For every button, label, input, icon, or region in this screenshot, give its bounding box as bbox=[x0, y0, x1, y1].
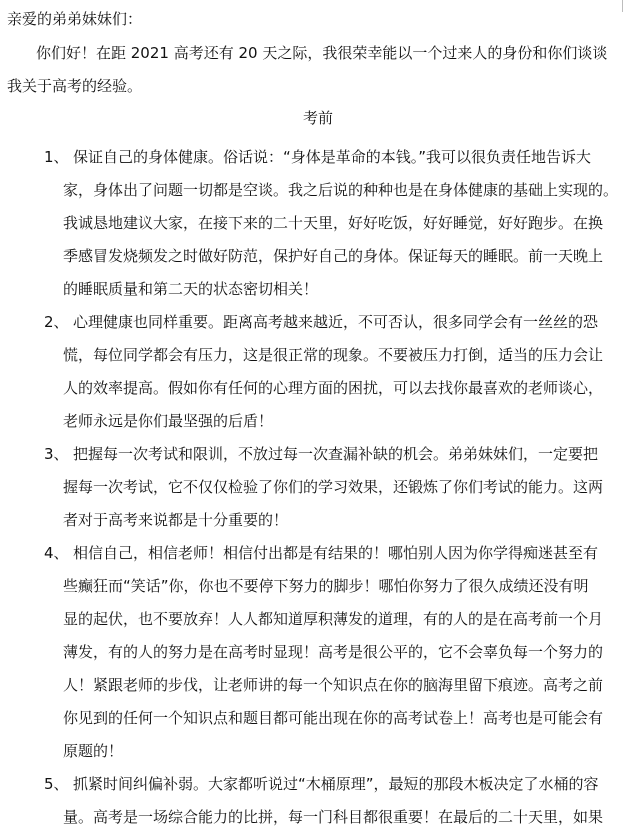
item-line: 季感冒发烧频发之时做好防范，保护好自己的身体。保证每天的睡眠。前一天晚上 bbox=[63, 247, 604, 265]
item-line: 相信自己，相信老师！相信付出都是有结果的！哪怕别人因为你学得痴迷甚至有 bbox=[73, 544, 599, 562]
item-line: 显的起伏，也不要放弃！人人都知道厚积薄发的道理，有的人的是在高考前一个月 bbox=[63, 610, 604, 628]
item-number: 2、 bbox=[44, 313, 69, 331]
item-line: 人的效率提高。假如你有任何的心理方面的困扰，可以去找你最喜欢的老师谈心， bbox=[63, 379, 604, 397]
page-edge-mark bbox=[622, 0, 623, 12]
item-line: 者对于高考来说都是十分重要的！ bbox=[63, 511, 289, 529]
item-line: 我诚恳地建议大家，在接下来的二十天里，好好吃饭，好好睡觉，好好跑步。在换 bbox=[63, 214, 604, 232]
section-title: 考前 bbox=[302, 109, 333, 127]
item-line: 你见到的任何一个知识点和题目都可能出现在你的高考试卷上！高考也是可能会有 bbox=[63, 709, 604, 727]
item-line: 的睡眠质量和第二天的状态密切相关！ bbox=[63, 280, 319, 298]
item-line: 量。高考是一场综合能力的比拼，每一门科目都很重要！在最后的二十天里，如果 bbox=[63, 808, 604, 826]
item-line: 家，身体出了问题一切都是空谈。我之后说的种种也是在身体健康的基础上实现的。 bbox=[63, 181, 619, 199]
item-line: 些癫狂而“笑话”你，你也不要停下努力的脚步！哪怕你努力了很久成绩还没有明 bbox=[63, 577, 589, 595]
item-line: 人！紧跟老师的步伐，让老师讲的每一个知识点在你的脑海里留下痕迹。高考之前 bbox=[63, 676, 604, 694]
item-line: 薄发，有的人的努力是在高考时显现！高考是很公平的，它不会辜负每一个努力的 bbox=[63, 643, 604, 661]
item-line: 心理健康也同样重要。距离高考越来越近，不可否认，很多同学会有一丝丝的恐 bbox=[73, 313, 599, 331]
item-line: 老师永远是你们最坚强的后盾！ bbox=[63, 412, 274, 430]
item-number: 1、 bbox=[44, 148, 69, 166]
item-number: 3、 bbox=[44, 445, 69, 463]
item-line: 把握每一次考试和限训，不放过每一次查漏补缺的机会。弟弟妹妹们，一定要把 bbox=[73, 445, 599, 463]
item-line: 慌，每位同学都会有压力，这是很正常的现象。不要被压力打倒，适当的压力会让 bbox=[63, 346, 604, 364]
item-line: 原题的！ bbox=[63, 742, 124, 760]
intro-line: 你们好！在距 2021 高考还有 20 天之际，我很荣幸能以一个过来人的身份和你们谈谈 bbox=[36, 44, 608, 62]
intro-line: 我关于高考的经验。 bbox=[7, 77, 143, 95]
item-line: 保证自己的身体健康。俗话说：“身体是革命的本钱。”我可以很负责任地告诉大 bbox=[73, 148, 592, 166]
item-number: 5、 bbox=[44, 775, 69, 793]
salutation: 亲爱的弟弟妹妹们： bbox=[7, 10, 143, 28]
item-line: 抓紧时间纠偏补弱。大家都听说过“木桶原理”，最短的那段木板决定了水桶的容 bbox=[73, 775, 599, 793]
item-line: 握每一次考试，它不仅仅检验了你们的学习效果，还锻炼了你们考试的能力。这两 bbox=[63, 478, 604, 496]
item-number: 4、 bbox=[44, 544, 69, 562]
